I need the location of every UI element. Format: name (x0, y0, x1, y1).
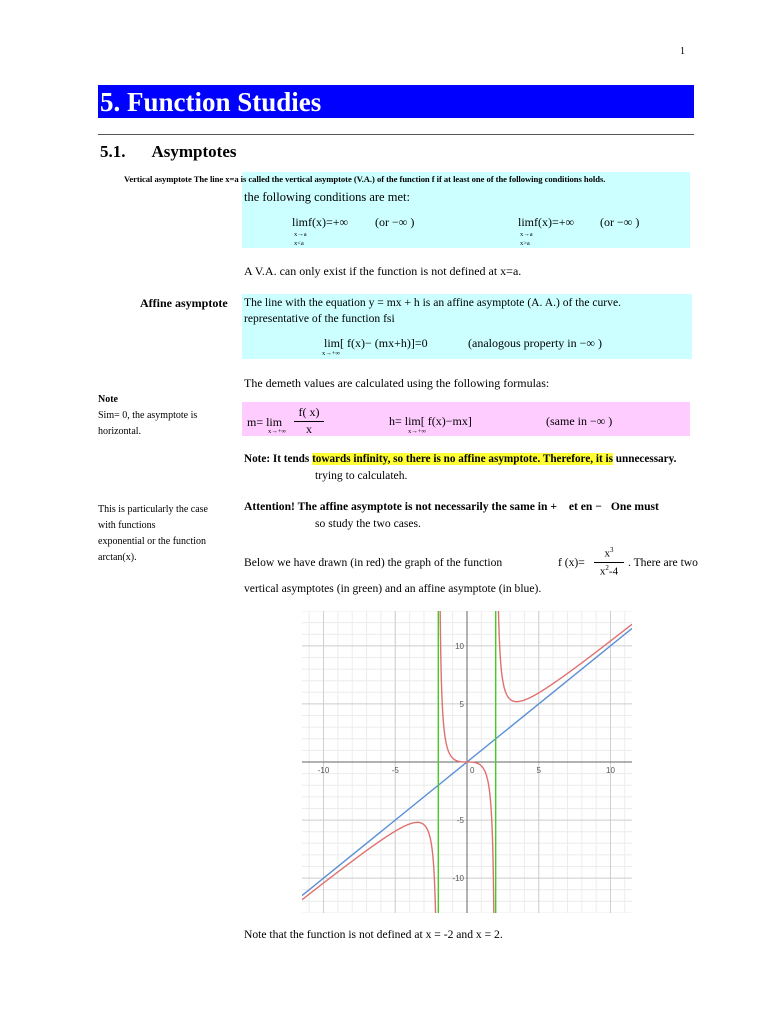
m-label: m= lim (247, 415, 283, 429)
note-line1: Sim= 0, the asymptote is (98, 410, 198, 421)
note-tends-highlight: towards infinity, so there is no affine asymptote. Therefore, it is (312, 453, 613, 465)
den-tail: -4 (608, 565, 619, 578)
va-right-sub2: x>a (520, 240, 530, 247)
affine-limit-sub: x→+∞ (322, 350, 341, 357)
function-graph (302, 611, 632, 913)
demeth-text: The demeth values are calculated using the following formulas: (244, 376, 550, 390)
affine-line1: The line with the equation y = mx + h is an affine asymptote (A. A.) of the curve. (244, 296, 622, 309)
below-line2: vertical asymptotes (in green) and an affine asymptote (in blue). (244, 582, 542, 595)
x-tick-label: -10 (317, 766, 330, 775)
x-tick-label: 10 (606, 766, 615, 775)
va-left-sub2: x<a (294, 240, 304, 247)
section-heading (100, 142, 237, 162)
two-text: . There are two (628, 556, 698, 569)
note-tends-line2: trying to calculateh. (315, 469, 408, 482)
margin-case-line4: arctan(x). (98, 552, 137, 563)
function-numerator (594, 546, 624, 560)
num-exp: 3 (610, 546, 614, 554)
note-tends-prefix: Note: It tends (244, 453, 313, 465)
same-in: (same in −∞ ) (546, 414, 613, 428)
va-conditions-text: the following conditions are met: (244, 190, 410, 204)
y-tick-label: -5 (456, 816, 464, 826)
affine-limit: lim[ f(x)− (mx+h)]=0 (324, 336, 428, 350)
divider (98, 134, 694, 135)
margin-case-line1: This is particularly the case (98, 504, 208, 515)
m-denominator: x (306, 422, 312, 436)
section-number: 5.1. (100, 142, 126, 161)
note-line2: horizontal. (98, 426, 142, 437)
section-title: Asymptotes (151, 142, 237, 161)
attention-line1 (244, 500, 659, 513)
va-right-limit: limf(x)=+∞ (518, 215, 575, 229)
function-fraction-bar (594, 562, 624, 563)
va-left-or: (or −∞ ) (375, 215, 415, 229)
x-tick-label: 0 (470, 766, 475, 775)
affine-analogous: (analogous property in −∞ ) (468, 336, 602, 350)
function-denominator (592, 564, 626, 578)
note-title: Note (98, 394, 118, 405)
chapter-title: 5. Function Studies (100, 87, 322, 117)
page-number: 1 (680, 46, 685, 57)
x-tick-label: -5 (391, 766, 399, 775)
va-left-sub1: x→a (294, 231, 307, 238)
va-heading: Vertical asymptote The line x=a is called the vertical asymptote (V.A.) of the function f if at least one of the following conditions holds. (124, 174, 606, 184)
va-left-limit: limf(x)=+∞ (292, 215, 349, 229)
m-sub: x→+∞ (268, 428, 287, 435)
x-tick-label: 5 (536, 766, 541, 775)
margin-case-line2: with functions (98, 520, 156, 531)
note-tends (244, 453, 676, 465)
va-right-sub1: x→a (520, 231, 533, 238)
den-exp: 2 (605, 564, 609, 572)
margin-case-line3: exponential or the function (98, 536, 207, 547)
va-right-or: (or −∞ ) (600, 215, 640, 229)
affine-line2: representative of the function fsi (244, 312, 395, 325)
final-note: Note that the function is not defined at x = -2 and x = 2. (244, 928, 503, 941)
va-note: A V.A. can only exist if the function is not defined at x=a. (244, 264, 522, 278)
below-text: Below we have drawn (in red) the graph of the function (244, 556, 503, 569)
m-numerator: f( x) (298, 405, 320, 419)
attention-text: Attention! The affine asymptote is not necessarily the same in +  et en − One must (244, 500, 659, 513)
h-label: h= lim[ f(x)−mx] (389, 414, 472, 428)
attention-line2: so study the two cases. (315, 517, 421, 530)
affine-label: Affine asymptote (140, 296, 228, 310)
note-tends-suffix: unnecessary. (612, 453, 677, 465)
num-x: x (604, 547, 610, 560)
y-tick-label: 5 (459, 699, 464, 709)
h-sub: x→+∞ (408, 428, 427, 435)
den-x: x (599, 565, 606, 578)
y-tick-label: 10 (455, 641, 464, 651)
y-tick-label: -10 (452, 874, 464, 884)
function-label: f (x)= (558, 556, 585, 569)
